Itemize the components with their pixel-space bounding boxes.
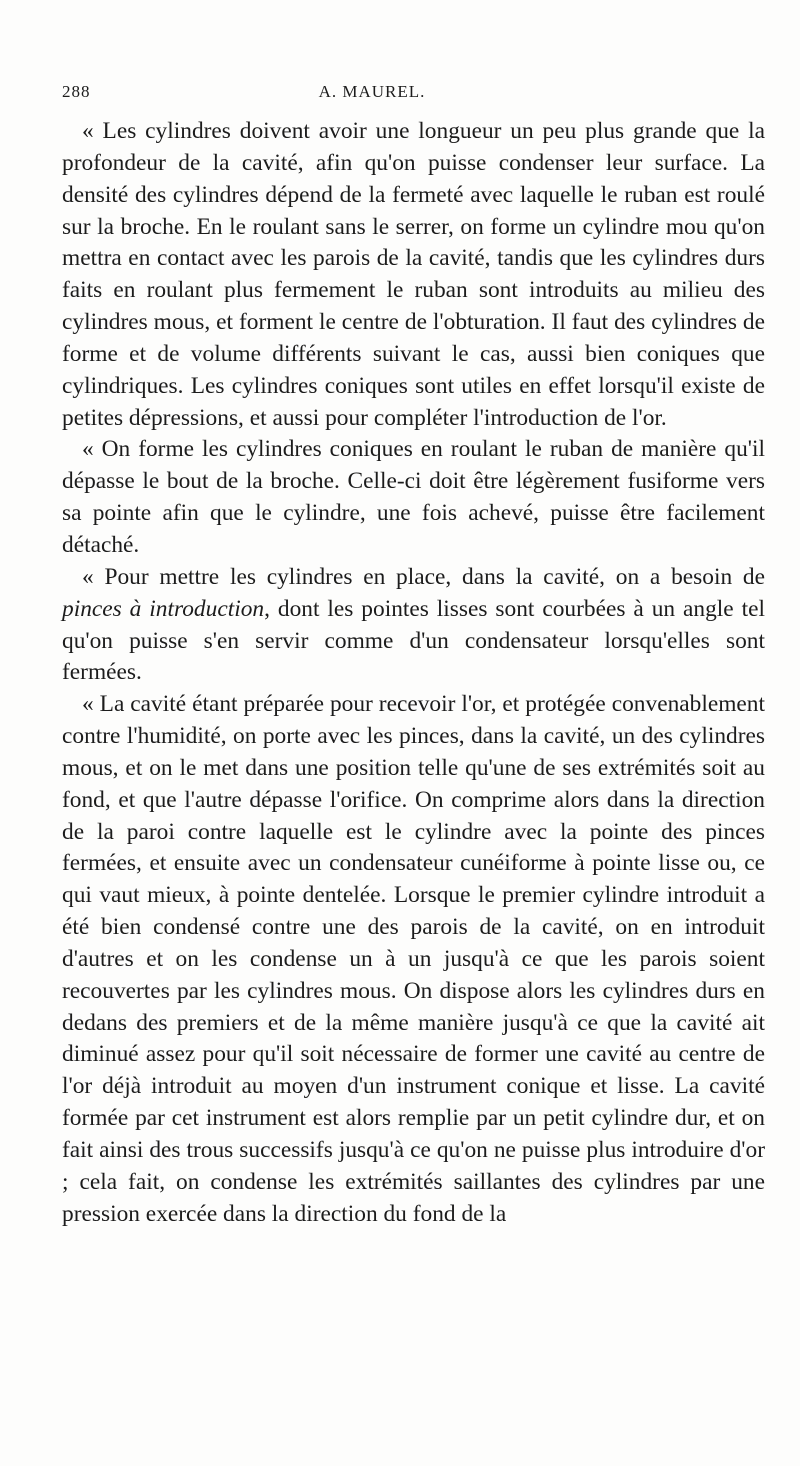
- paragraph-filling-procedure: « La cavité étant préparée pour recevoir l'or, et protégée convenablement contre l'humidité, on porte avec les pinces, dans la cavité, un des cylindres mous, et on le met dans une position telle qu'une de ses extrémités soit au fond, et que l'autre dépasse l'orifice. On comprime alors dans la direction de la paroi contre laquelle est le cylindre avec la pointe des pinces fermées, et ensuite avec un condensateur cunéiforme à pointe lisse ou, ce qui vaut mieux, à pointe dentelée. Lorsque le premier cylindre introduit a été bien condensé contre une des parois de la cavité, on en introduit d'autres et on les condense un à un jusqu'à ce que les parois soient recouvertes par les cylindres mous. On dispose alors les cylindres durs en dedans des premiers et de la même manière jusqu'à ce que la cavité ait diminué assez pour qu'il soit nécessaire de former une cavité au centre de l'or déjà introduit au moyen d'un instrument conique et lisse. La cavité formée par cet instrument est alors remplie par un petit cylindre dur, et on fait ainsi des trous successifs jusqu'à ce qu'on ne puisse plus introduire d'or ; cela fait, on condense les extrémités saillantes des cylindres par une pression exercée dans la direction du fond de la: [62, 691, 765, 1227]
- body-text: [62, 116, 765, 1231]
- page-number: 288: [62, 82, 91, 101]
- paragraph-text-before-italic: « Pour mettre les cylindres en place, dans la cavité, on a besoin de: [82, 563, 765, 590]
- running-header: [62, 82, 762, 112]
- paragraph-cylinder-length: « Les cylindres doivent avoir une longueur un peu plus grande que la profondeur de la cavité, afin qu'on puisse condenser leur surface. La densité des cylindres dépend de la fermeté avec laquelle le ruban est roulé sur la broche. En le roulant sans le serrer, on forme un cylindre mou qu'on mettra en contact avec les parois de la cavité, tandis que les cylindres durs faits en roulant plus fermement le ruban sont introduits au milieu des cylindres mous, et forment le centre de l'obturation. Il faut des cylindres de forme et de volume différents suivant le cas, aussi bien coniques que cylindriques. Les cylindres coniques sont utiles en effet lorsqu'il existe de petites dépressions, et aussi pour compléter l'introduction de l'or.: [62, 118, 765, 431]
- paragraph-text-after-italic: , dont les pointes lisses sont courbées à un angle tel qu'on puisse s'en servir comme d'un condensateur lorsqu'elles sont fermées.: [62, 595, 765, 686]
- paragraph-conical-cylinders: « On forme les cylindres coniques en roulant le ruban de manière qu'il dépasse le bout de la broche. Celle-ci doit être légèrement fusiforme vers sa pointe afin que le cylindre, une fois achevé, puisse être facilement détaché.: [62, 436, 765, 558]
- italic-term: pinces à introduction: [62, 595, 265, 622]
- paragraph-introduction-pliers: [62, 562, 765, 689]
- running-head-author: A. MAUREL.: [318, 82, 426, 101]
